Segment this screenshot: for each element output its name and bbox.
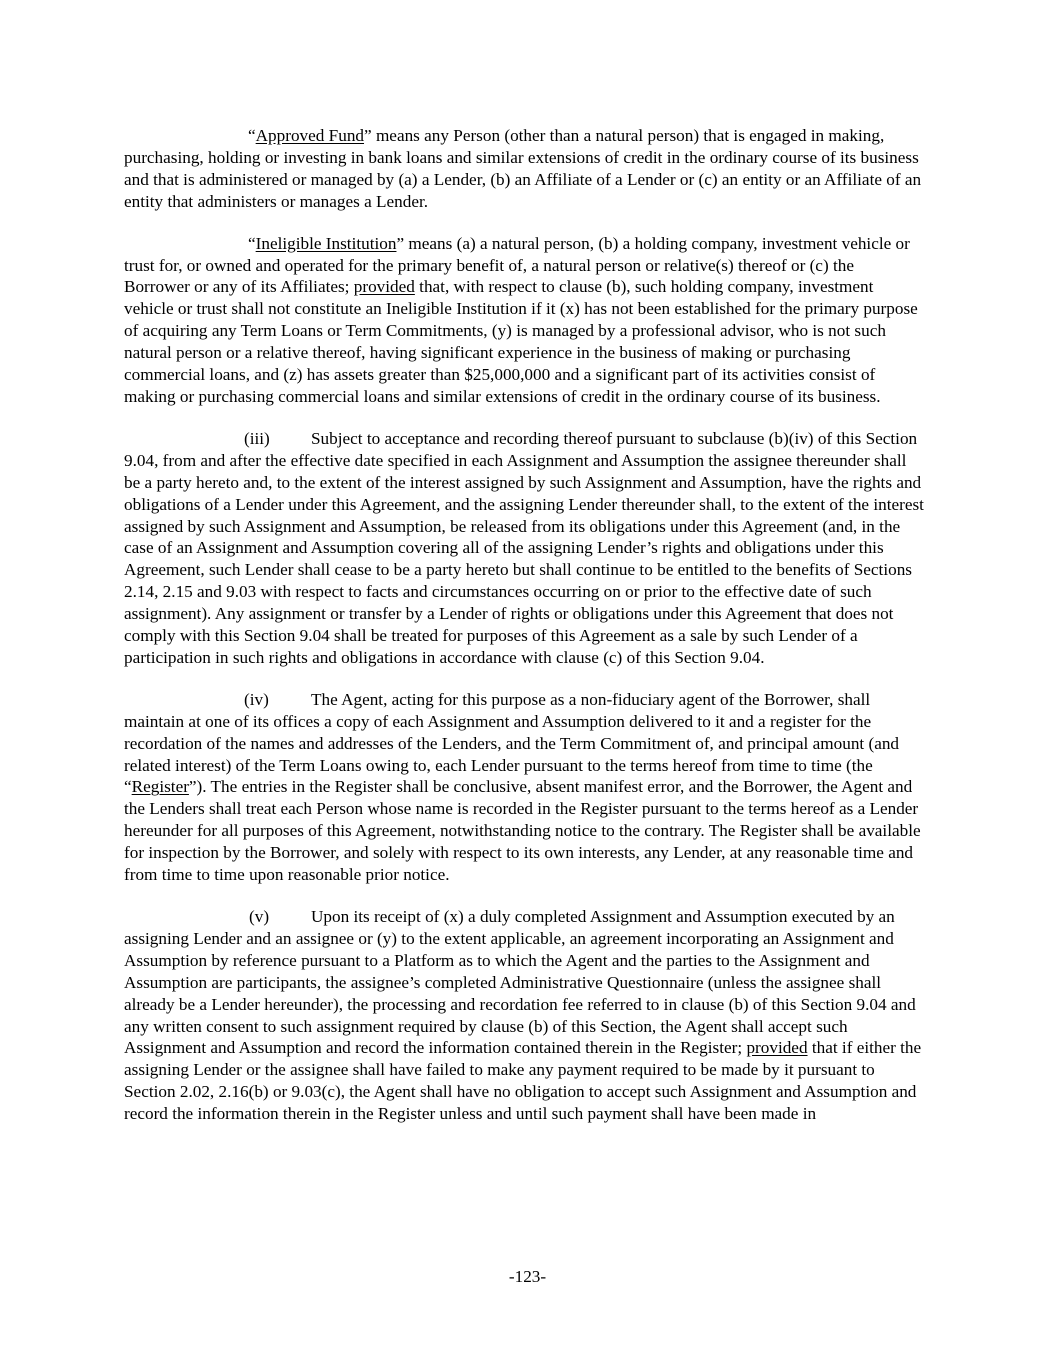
open-quote: “	[248, 126, 256, 145]
definition-ineligible-institution	[124, 233, 924, 408]
defined-term-ineligible-institution: Ineligible Institution	[255, 233, 397, 253]
clause-number: (iii)	[244, 428, 270, 448]
clause-text-after: that if either the assigning Lender or the assignee shall have failed to make any payment required to be made by it pursuant to Section 2.02, 2.16(b) or 9.03(c), the Agent shall have no obligation to accept such Assignment and Assumption and record the information therein in the Register unless and until such payment shall have been made in	[124, 1038, 922, 1124]
document-page	[124, 125, 924, 1145]
clause-number: (iv)	[244, 689, 269, 709]
definition-text-before: ” means (a) a natural person, (b) a holding company, investment vehicle or trust for, or owned and operated for the primary benefit of, a natural person or relative(s) thereof or (c) the Borrower or any of its Affiliates;	[124, 233, 910, 297]
clause-text: Subject to acceptance and recording thereof pursuant to subclause (b)(iv) of this Section 9.04, from and after the effective date specified in each Assignment and Assumption the assignee thereunder shall be a party hereto and, to the extent of the interest assigned by such Assignment and Assumption, have the rights and obligations of a Lender under this Agreement, and the assigning Lender thereunder shall, to the extent of the interest assigned by such Assignment and Assumption, be released from its obligations under this Agreement (and, in the case of an Assignment and Assumption covering all of the assigning Lender’s rights and obligations under this Agreement, such Lender shall cease to be a party hereto but shall continue to be entitled to the benefits of Sections 2.14, 2.15 and 9.03 with respect to facts and circumstances occurring on or prior to the effective date of such assignment). Any assignment or transfer by a Lender of rights or obligations under this Agreement that does not comply with this Section 9.04 shall be treated for purposes of this Agreement as a sale by such Lender of a participation in such rights and obligations in accordance with clause (c) of this Section 9.04.	[124, 428, 924, 667]
defined-term-approved-fund: Approved Fund	[255, 126, 365, 145]
clause-number: (v)	[249, 907, 270, 926]
page-number: -123-	[508, 1267, 547, 1286]
clause-iv	[124, 689, 924, 886]
clause-v	[124, 906, 924, 1125]
clause-iii	[124, 428, 924, 669]
defined-term-register: Register	[131, 777, 189, 797]
provided-term: provided	[353, 277, 415, 297]
clause-text-after: ”). The entries in the Register shall be conclusive, absent manifest error, and the Borrower, the Agent and the Lenders shall treat each Person whose name is recorded in the Register pursuant to the terms hereof as a Lender hereunder for all purposes of this Agreement, notwithstanding notice to the contrary. The Register shall be available for inspection by the Borrower, and solely with respect to its own interests, any Lender, at any reasonable time and from time to time upon reasonable prior notice.	[124, 777, 921, 885]
clause-text-before: The Agent, acting for this purpose as a non-fiduciary agent of the Borrower, shall maintain at one of its offices a copy of each Assignment and Assumption delivered to it and a register for the recordation of the names and addresses of the Lenders, and the Term Commitment of, and principal amount (and related interest) of the Term Loans owing to, each Lender pursuant to the terms hereof from time to time (the “	[124, 689, 900, 797]
definition-text-after: that, with respect to clause (b), such holding company, investment vehicle or trust shall not constitute an Ineligible Institution if it (x) has not been established for the primary purpose of acquiring any Term Loans or Term Commitments, (y) is managed by a professional advisor, who is not such natural person or a relative thereof, having significant experience in the business of making or purchasing commercial loans, and (z) has assets greater than $25,000,000 and a significant part of its activities consist of making or purchasing commercial loans and similar extensions of credit in the ordinary course of its business.	[124, 277, 918, 406]
definition-text: ” means any Person (other than a natural person) that is engaged in making, purchasing, holding or investing in bank loans and similar extensions of credit in the ordinary course of its business and that is administered or managed by (a) a Lender, (b) an Affiliate of a Lender or (c) an entity or an Affiliate of an entity that administers or manages a Lender.	[124, 126, 922, 211]
definition-approved-fund	[124, 125, 924, 213]
clause-text-before: Upon its receipt of (x) a duly completed Assignment and Assumption executed by an assigning Lender and an assignee or (y) to the extent applicable, an agreement incorporating an Assignment and Assumption by reference pursuant to a Platform as to which the Agent and the parties to the Assignment and Assumption are participants, the assignee’s completed Administrative Questionnaire (unless the assignee shall already be a Lender hereunder), the processing and recordation fee referred to in clause (b) of this Section 9.04 and any written consent to such assignment required by clause (b) of this Section, the Agent shall accept such Assignment and Assumption and record the information contained therein in the Register;	[124, 907, 916, 1058]
open-quote: “	[248, 233, 256, 253]
provided-term: provided	[746, 1038, 808, 1058]
